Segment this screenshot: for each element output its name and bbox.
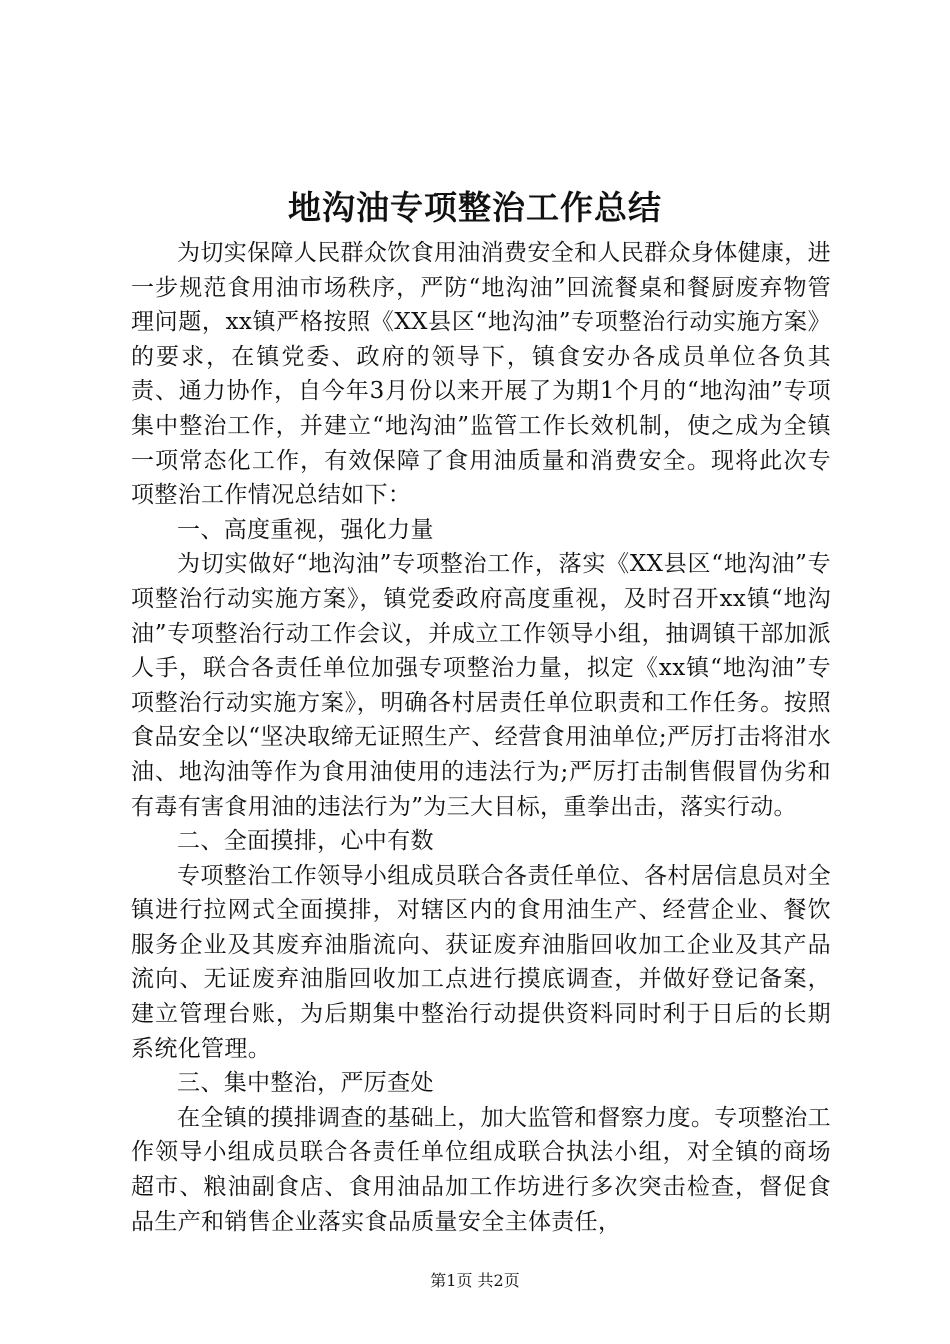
intro-paragraph: 为切实保障人民群众饮食用油消费安全和人民群众身体健康，进一步规范食用油市场秩序，严防“地沟油”回流餐桌和餐厨废弃物管理问题，xx镇严格按照《XX县区“地沟油”专项整治行动实施方案》的要求，在镇党委、政府的领导下，镇食安办各成员单位各负其责、通力协作，自今年3月份以来开展了为期1个月的“地沟油”专项集中整治工作，并建立“地沟油”监管工作长效机制，使之成为全镇一项常态化工作，有效保障了食用油质量和消费安全。现将此次专项整治工作情况总结如下： <box>131 240 831 509</box>
section-heading-1: 一、高度重视，强化力量 <box>177 516 434 543</box>
document-title: 地沟油专项整治工作总结 <box>288 188 662 227</box>
section-1-paragraph: 为切实做好“地沟油”专项整治工作，落实《XX县区“地沟油”专项整治行动实施方案》，镇党委政府高度重视，及时召开xx镇“地沟油”专项整治行动工作会议，并成立工作领导小组，抽调镇干部加派人手，联合各责任单位加强专项整治力量，拟定《xx镇“地沟油”专项整治行动实施方案》，明确各村居责任单位职责和工作任务。按照食品安全以“坚决取缔无证照生产、经营食用油单位;严厉打击将泔水油、地沟油等作为食用油使用的违法行为;严厉打击制售假冒伪劣和有毒有害食用油的违法行为”为三大目标，重拳出击，落实行动。 <box>131 551 831 820</box>
page-number-footer: 第1页 共2页 <box>430 1271 520 1290</box>
document-body <box>131 236 831 1239</box>
section-3-paragraph: 在全镇的摸排调查的基础上，加大监管和督察力度。专项整治工作领导小组成员联合各责任单位组成联合执法小组，对全镇的商场超市、粮油副食店、食用油品加工作坊进行多次突击检查，督促食品生产和销售企业落实食品质量安全主体责任， <box>131 1104 831 1235</box>
section-heading-3: 三、集中整治，严厉查处 <box>177 1070 434 1097</box>
section-heading-2: 二、全面摸排，心中有数 <box>177 828 434 855</box>
section-2-paragraph: 专项整治工作领导小组成员联合各责任单位、各村居信息员对全镇进行拉网式全面摸排，对辖区内的食用油生产、经营企业、餐饮服务企业及其废弃油脂流向、获证废弃油脂回收加工企业及其产品流向、无证废弃油脂回收加工点进行摸底调查，并做好登记备案，建立管理台账，为后期集中整治行动提供资料同时利于日后的长期系统化管理。 <box>131 862 831 1062</box>
